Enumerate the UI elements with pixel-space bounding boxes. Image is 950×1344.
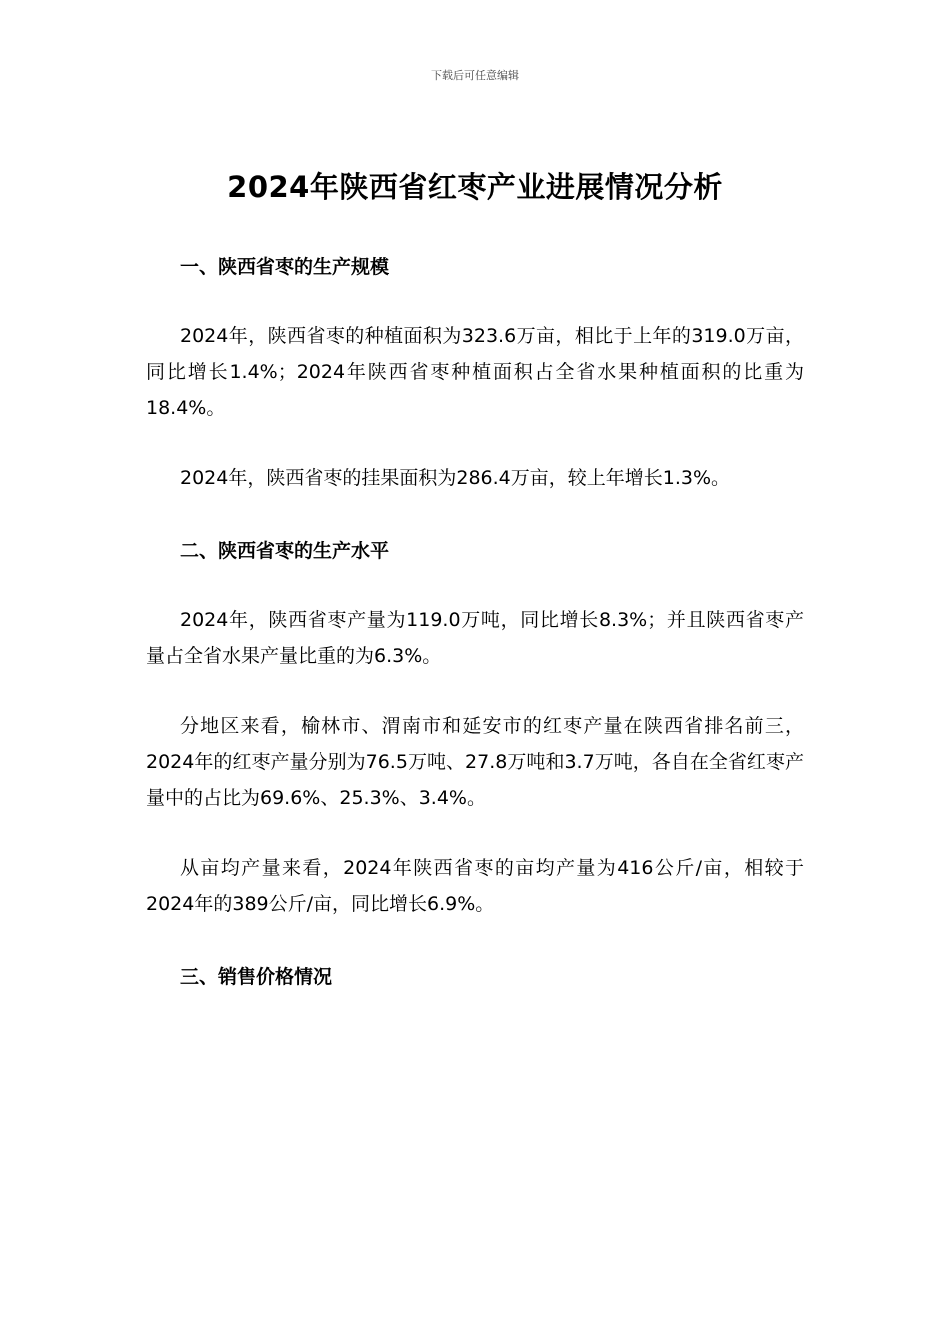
paragraph-planting-area: 2024年，陕西省枣的种植面积为323.6万亩，相比于上年的319.0万亩，同比增长1.4%；2024年陕西省枣种植面积占全省水果种植面积的比重为18.4%。 [146, 325, 804, 419]
paragraph-output: 2024年，陕西省枣产量为119.0万吨，同比增长8.3%；并且陕西省枣产量占全省水果产量比重的为6.3%。 [146, 609, 804, 667]
paragraph-regional-output: 分地区来看，榆林市、渭南市和延安市的红枣产量在陕西省排名前三，2024年的红枣产量分别为76.5万吨、27.8万吨和3.7万吨，各自在全省红枣产量中的占比为69.6%、25.3%、3.4%。 [146, 715, 804, 809]
header-note: 下载后可任意编辑 [431, 69, 519, 82]
section-heading-1: 一、陕西省枣的生产规模 [180, 256, 390, 278]
paragraph-yield-per-mu: 从亩均产量来看，2024年陕西省枣的亩均产量为416公斤/亩，相较于2024年的389公斤/亩，同比增长6.9%。 [146, 857, 804, 915]
section-heading-2: 二、陕西省枣的生产水平 [180, 540, 390, 562]
paragraph-fruiting-area: 2024年，陕西省枣的挂果面积为286.4万亩，较上年增长1.3%。 [180, 467, 731, 489]
document-body [146, 165, 804, 992]
document-title: 2024年陕西省红枣产业进展情况分析 [227, 170, 723, 204]
section-heading-3: 三、销售价格情况 [180, 966, 333, 988]
